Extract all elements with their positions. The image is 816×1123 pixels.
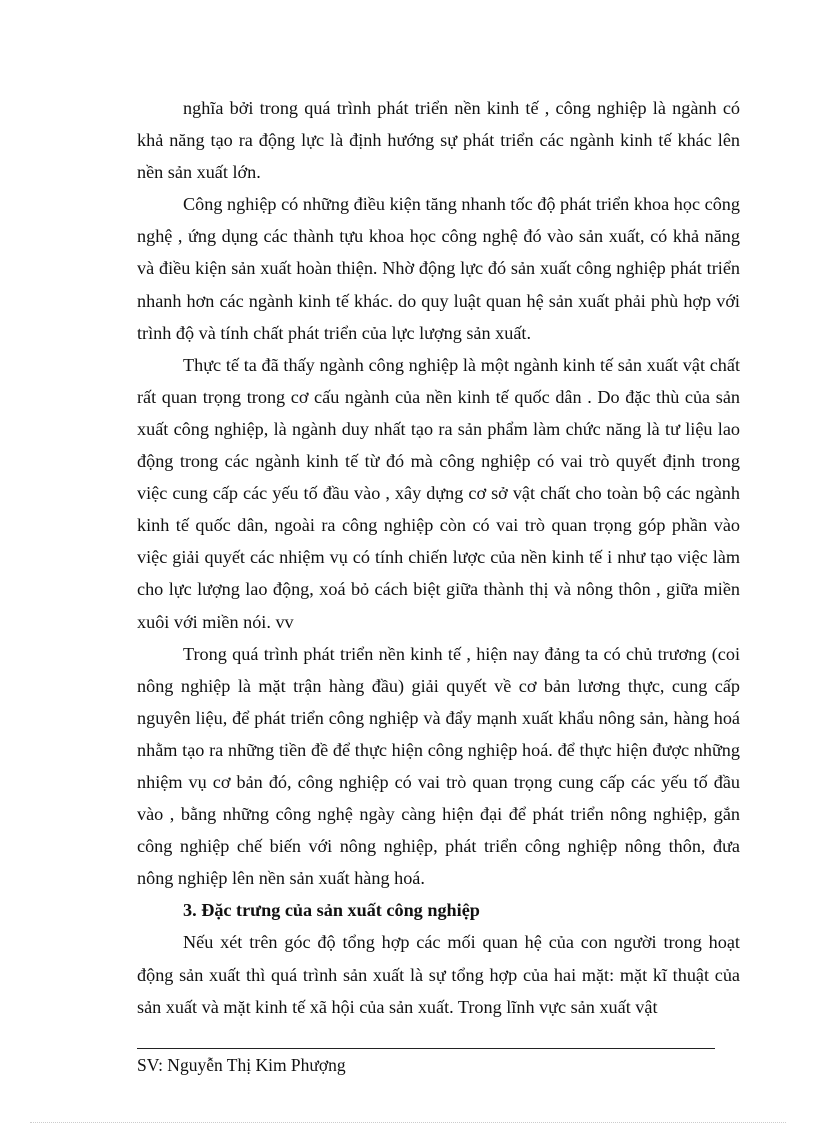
footer-divider <box>137 1048 715 1049</box>
paragraph-3: Thực tế ta đã thấy ngành công nghiệp là một ngành kinh tế sản xuất vật chất rất quan trọng trong cơ cấu ngành của nền kinh tế quốc dân . Do đặc thù của sản xuất công nghiệp, là ngành duy nhất tạo ra sản phẩm làm chức năng là tư liệu lao động trong các ngành kinh tế từ đó mà công nghiệp có vai trò quyết định trong việc cung cấp các yếu tố đầu vào , xây dựng cơ sở vật chất cho toàn bộ các ngành kinh tế quốc dân, ngoài ra công nghiệp còn có vai trò quan trọng góp phần vào việc giải quyết các nhiệm vụ có tính chiến lược của nền kinh tế i như tạo việc làm cho lực lượng lao động, xoá bỏ cách biệt giữa thành thị và nông thôn , giữa miền xuôi với miền nói. vv <box>137 354 740 632</box>
paragraph-1: nghĩa bởi trong quá trình phát triển nền kinh tế , công nghiệp là ngành có khả năng tạo ra động lực là định hướng sự phát triển các ngành kinh tế khác lên nền sản xuất lớn. <box>137 98 740 183</box>
paragraph-4: Trong quá trình phát triển nền kinh tế , hiện nay đảng ta có chủ trương (coi nông nghiệp là mặt trận hàng đầu) giải quyết về cơ bản lương thực, cung cấp nguyên liệu, để phát triển công nghiệp và đẩy mạnh xuất khẩu nông sản, hàng hoá nhằm tạo ra những tiền đề để thực hiện công nghiệp hoá. để thực hiện được những nhiệm vụ cơ bản đó, công nghiệp có vai trò quan trọng cung cấp các yếu tố đầu vào , bằng những công nghệ ngày càng hiện đại để phát triển nông nghiệp, gắn công nghiệp chế biến với nông nghiệp, phát triển công nghiệp nông thôn, đưa nông nghiệp lên nền sản xuất hàng hoá. <box>137 643 740 889</box>
footer-author: SV: Nguyễn Thị Kim Phượng <box>137 1055 346 1075</box>
paragraph-2: Công nghiệp có những điều kiện tăng nhanh tốc độ phát triển khoa học công nghệ , ứng dụng các thành tựu khoa học công nghệ đó vào sản xuất, có khả năng và điều kiện sản xuất hoàn thiện. Nhờ động lực đó sản xuất công nghiệp phát triển nhanh hơn các ngành kinh tế khác. do quy luật quan hệ sản xuất phải phù hợp với trình độ và tính chất phát triển của lực lượng sản xuất. <box>137 194 740 343</box>
section-heading: 3. Đặc trưng của sản xuất công nghiệp <box>183 900 480 921</box>
paragraph-5: Nếu xét trên góc độ tổng hợp các mối quan hệ của con người trong hoạt động sản xuất thì quá trình sản xuất là sự tổng hợp của hai mặt: mặt kĩ thuật của sản xuất và mặt kinh tế xã hội của sản xuất. Trong lĩnh vực sản xuất vật <box>137 932 740 1017</box>
body-text <box>137 92 740 1023</box>
